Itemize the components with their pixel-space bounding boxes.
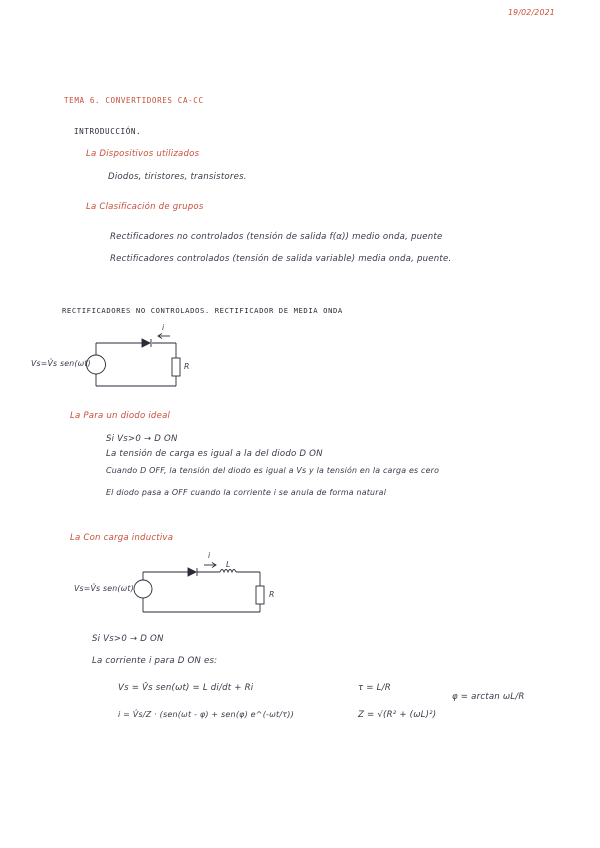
dispositivos-text: Diodos, tiristores, transistores.	[108, 172, 247, 182]
clasificacion-line-2: Rectificadores controlados (tensión de salida variable) media onda, puente.	[110, 254, 452, 264]
rectificador-heading: RECTIFICADORES NO CONTROLADOS. RECTIFICADOR DE MEDIA ONDA	[62, 306, 343, 315]
ideal-line-3: Cuando D OFF, la tensión del diodo es igual a Vs y la tensión en la carga es cero	[106, 466, 440, 475]
circuit1-resistor-label: R	[184, 362, 190, 371]
page-title: TEMA 6. CONVERTIDORES CA-CC	[64, 96, 204, 105]
inductor-icon	[220, 570, 236, 573]
equation-impedance: Z = √(R² + (ωL)²)	[358, 710, 437, 720]
circuit2-source-label: Vs=V̂s sen(ωt)	[74, 584, 134, 593]
ideal-heading: La Para un diodo ideal	[70, 411, 171, 421]
inductive-line-2: La corriente i para D ON es:	[92, 656, 218, 666]
diode-2-icon	[188, 568, 196, 576]
circuit1-current-label: i	[162, 323, 165, 332]
equation-tau: τ = L/R	[358, 683, 391, 693]
equation-voltage: Vs = V̂s sen(ωt) = L di/dt + Ri	[118, 683, 254, 693]
circuit2-inductor-label: L	[226, 560, 231, 569]
resistor-2-icon	[256, 586, 264, 604]
intro-heading: INTRODUCCIÓN.	[74, 127, 142, 136]
ideal-line-4: El diodo pasa a OFF cuando la corriente i se anula de forma natural	[106, 488, 387, 497]
clasificacion-line-1: Rectificadores no controlados (tensión de salida f(α)) medio onda, puente	[110, 232, 443, 242]
clasificacion-heading: La Clasificación de grupos	[86, 202, 204, 212]
ideal-line-2: La tensión de carga es igual a la del diodo D ON	[106, 449, 323, 459]
voltage-source-2-icon	[134, 580, 152, 598]
ideal-line-1: Si Vs>0 → D ON	[106, 434, 178, 444]
equation-current: i = V̂s/Z · (sen(ωt - φ) + sen(φ) e^(-ωt/τ))	[118, 710, 294, 719]
circuit1-source-label: Vs=V̂s sen(ωt)	[31, 359, 91, 368]
inductive-line-1: Si Vs>0 → D ON	[92, 634, 164, 644]
equation-phi: φ = arctan ωL/R	[452, 692, 525, 702]
date-text: 19/02/2021	[508, 8, 555, 17]
dispositivos-heading: La Dispositivos utilizados	[86, 149, 200, 159]
circuit2-current-label: i	[208, 551, 211, 560]
inductive-heading: La Con carga inductiva	[70, 533, 174, 543]
circuit2-resistor-label: R	[269, 590, 275, 599]
